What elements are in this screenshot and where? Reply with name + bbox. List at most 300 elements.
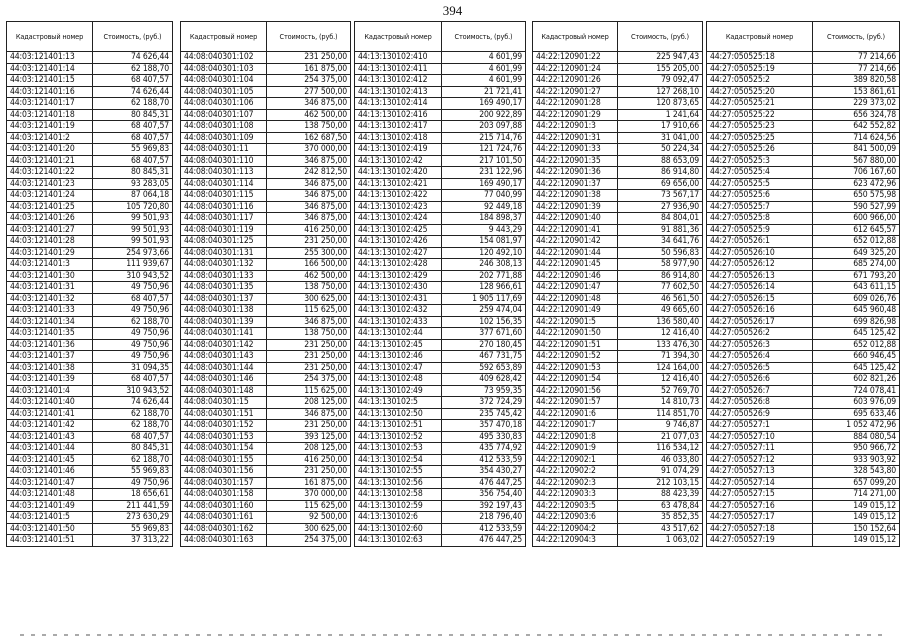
table-row — [533, 535, 703, 547]
table-row — [707, 201, 900, 213]
cadastral-number-cell: 44:13:130102:45 — [355, 339, 442, 351]
table-row — [355, 259, 526, 271]
table-row — [355, 328, 526, 340]
cost-cell: 714 624,56 — [813, 132, 900, 144]
table-row — [181, 535, 351, 547]
cadastral-number-cell: 44:08:040301:151 — [181, 408, 267, 420]
cadastral-number-cell: 44:13:130102:42 — [355, 155, 442, 167]
table-row — [181, 523, 351, 535]
table-row — [355, 293, 526, 305]
cadastral-number-cell: 44:27:050526:13 — [707, 270, 813, 282]
cadastral-number-cell: 44:08:040301:11 — [181, 144, 267, 156]
cost-cell: 74 626,44 — [93, 397, 173, 409]
table-row — [181, 52, 351, 64]
cost-cell: 650 575,98 — [813, 190, 900, 202]
cadastral-number-cell: 44:03:121401:17 — [7, 98, 93, 110]
cost-cell: 346 875,00 — [267, 178, 351, 190]
header-cost: Стоимость, (руб.) — [442, 22, 526, 52]
table-row — [533, 282, 703, 294]
table-row — [707, 132, 900, 144]
cost-cell: 612 645,57 — [813, 224, 900, 236]
cadastral-number-cell: 44:27:050526:16 — [707, 305, 813, 317]
table-row — [7, 190, 173, 202]
cadastral-number-cell: 44:08:040301:103 — [181, 63, 267, 75]
cost-cell: 93 283,05 — [93, 178, 173, 190]
cadastral-number-cell: 44:22:120901:46 — [533, 270, 618, 282]
cadastral-number-cell: 44:08:040301:116 — [181, 201, 267, 213]
cadastral-number-cell: 44:27:050527:14 — [707, 477, 813, 489]
cadastral-number-cell: 44:03:121401:26 — [7, 213, 93, 225]
cost-cell: 68 407,57 — [93, 132, 173, 144]
table-row — [533, 75, 703, 87]
table-row — [181, 408, 351, 420]
cost-cell: 225 947,43 — [618, 52, 703, 64]
cost-cell: 254 375,00 — [267, 374, 351, 386]
cost-cell: 88 423,39 — [618, 489, 703, 501]
cost-cell: 645 125,42 — [813, 362, 900, 374]
cadastral-number-cell: 44:22:120901:51 — [533, 339, 618, 351]
cost-cell: 273 630,29 — [93, 512, 173, 524]
cadastral-number-cell: 44:13:130102:414 — [355, 98, 442, 110]
table-row — [355, 201, 526, 213]
cadastral-number-cell: 44:08:040301:131 — [181, 247, 267, 259]
cost-cell: 77 040,99 — [442, 190, 526, 202]
cadastral-number-cell: 44:13:130102:433 — [355, 316, 442, 328]
cadastral-number-cell: 44:22:120901:56 — [533, 385, 618, 397]
cadastral-number-cell: 44:22:120901:42 — [533, 236, 618, 248]
cost-cell: 37 313,22 — [93, 535, 173, 547]
cost-cell: 161 875,00 — [267, 477, 351, 489]
cost-cell: 218 796,40 — [442, 512, 526, 524]
cadastral-number-cell: 44:13:130102:52 — [355, 431, 442, 443]
cadastral-number-cell: 44:03:121401:43 — [7, 431, 93, 443]
cost-cell: 124 164,00 — [618, 362, 703, 374]
cadastral-number-cell: 44:22:120901:22 — [533, 52, 618, 64]
table-row — [533, 86, 703, 98]
cost-cell: 642 552,82 — [813, 121, 900, 133]
cadastral-number-cell: 44:27:050525:26 — [707, 144, 813, 156]
cost-cell: 699 826,98 — [813, 316, 900, 328]
cadastral-number-cell: 44:22:120901:24 — [533, 63, 618, 75]
cost-cell: 14 810,73 — [618, 397, 703, 409]
table-row — [533, 144, 703, 156]
table-row — [355, 86, 526, 98]
cadastral-number-cell: 44:03:121401:44 — [7, 443, 93, 455]
cost-cell: 86 914,80 — [618, 167, 703, 179]
cost-cell: 102 156,35 — [442, 316, 526, 328]
table-row — [707, 385, 900, 397]
cost-cell: 657 099,20 — [813, 477, 900, 489]
cadastral-number-cell: 44:22:120901:3 — [533, 121, 618, 133]
cadastral-number-cell: 44:22:120901:33 — [533, 144, 618, 156]
cost-cell: 346 875,00 — [267, 201, 351, 213]
table-row — [355, 535, 526, 547]
cadastral-number-cell: 44:27:050526:15 — [707, 293, 813, 305]
cost-cell: 370 000,00 — [267, 489, 351, 501]
cost-cell: 166 500,00 — [267, 259, 351, 271]
cost-cell: 645 960,48 — [813, 305, 900, 317]
cost-cell: 277 500,00 — [267, 86, 351, 98]
cadastral-number-cell: 44:08:040301:148 — [181, 385, 267, 397]
cadastral-number-cell: 44:03:121401:2 — [7, 132, 93, 144]
table-row — [181, 500, 351, 512]
table-row — [355, 385, 526, 397]
cadastral-number-cell: 44:27:050525:3 — [707, 155, 813, 167]
cost-cell: 592 653,89 — [442, 362, 526, 374]
table-row — [707, 535, 900, 547]
table-row — [533, 420, 703, 432]
table-row — [7, 178, 173, 190]
table-row — [355, 305, 526, 317]
cadastral-number-cell: 44:08:040301:107 — [181, 109, 267, 121]
cost-cell: 49 750,96 — [93, 305, 173, 317]
cadastral-number-cell: 44:22:120901:5 — [533, 316, 618, 328]
cadastral-number-cell: 44:08:040301:115 — [181, 190, 267, 202]
table-row — [181, 144, 351, 156]
cost-cell: 49 750,96 — [93, 477, 173, 489]
table-row — [7, 454, 173, 466]
table-row — [355, 477, 526, 489]
table-row — [707, 489, 900, 501]
cadastral-number-cell: 44:27:050526:3 — [707, 339, 813, 351]
cadastral-number-cell: 44:13:130102:425 — [355, 224, 442, 236]
table-row — [181, 431, 351, 443]
table-row — [707, 213, 900, 225]
cadastral-number-cell: 44:13:130102:55 — [355, 466, 442, 478]
table-row — [707, 408, 900, 420]
cost-cell: 211 441,59 — [93, 500, 173, 512]
table-row — [181, 178, 351, 190]
cadastral-number-cell: 44:08:040301:113 — [181, 167, 267, 179]
cost-cell: 153 861,61 — [813, 86, 900, 98]
table-row — [707, 420, 900, 432]
cadastral-number-cell: 44:13:130102:429 — [355, 270, 442, 282]
table-row — [707, 109, 900, 121]
cadastral-number-cell: 44:13:130102:420 — [355, 167, 442, 179]
cost-cell: 17 910,66 — [618, 121, 703, 133]
cost-cell: 300 625,00 — [267, 293, 351, 305]
cadastral-table-1 — [6, 21, 173, 547]
cost-cell: 149 015,12 — [813, 500, 900, 512]
table-row — [707, 443, 900, 455]
table-row — [355, 121, 526, 133]
cost-cell: 49 750,96 — [93, 351, 173, 363]
table-row — [7, 500, 173, 512]
cost-cell: 63 478,84 — [618, 500, 703, 512]
cost-cell: 246 308,13 — [442, 259, 526, 271]
cost-cell: 495 330,83 — [442, 431, 526, 443]
cost-cell: 127 268,10 — [618, 86, 703, 98]
table-row — [355, 397, 526, 409]
table-row — [181, 75, 351, 87]
table-row — [181, 86, 351, 98]
cadastral-number-cell: 44:13:130102:428 — [355, 259, 442, 271]
cadastral-number-cell: 44:03:121401:49 — [7, 500, 93, 512]
table-row — [707, 466, 900, 478]
table-row — [533, 500, 703, 512]
cadastral-number-cell: 44:08:040301:108 — [181, 121, 267, 133]
cadastral-number-cell: 44:22:120902:2 — [533, 466, 618, 478]
table-row — [707, 190, 900, 202]
cadastral-number-cell: 44:22:120901:9 — [533, 443, 618, 455]
cost-cell: 231 250,00 — [267, 236, 351, 248]
cadastral-number-cell: 44:22:120901:52 — [533, 351, 618, 363]
cost-cell: 695 633,46 — [813, 408, 900, 420]
table-row — [355, 247, 526, 259]
cadastral-number-cell: 44:22:120901:31 — [533, 132, 618, 144]
cost-cell: 73 959,35 — [442, 385, 526, 397]
cadastral-number-cell: 44:22:120901:48 — [533, 293, 618, 305]
cadastral-number-cell: 44:03:121401:42 — [7, 420, 93, 432]
cost-cell: 1 241,64 — [618, 109, 703, 121]
cadastral-number-cell: 44:03:121401:50 — [7, 523, 93, 535]
cadastral-number-cell: 44:03:121401:24 — [7, 190, 93, 202]
table-row — [355, 420, 526, 432]
cadastral-number-cell: 44:27:050525:6 — [707, 190, 813, 202]
header-cadastral-number: Кадастровый номер — [181, 22, 267, 52]
cost-cell: 150 152,64 — [813, 523, 900, 535]
cost-cell: 231 122,96 — [442, 167, 526, 179]
cost-cell: 154 081,97 — [442, 236, 526, 248]
cost-cell: 27 936,90 — [618, 201, 703, 213]
cost-cell: 217 101,50 — [442, 155, 526, 167]
table-row — [181, 385, 351, 397]
table-row — [7, 224, 173, 236]
cadastral-number-cell: 44:13:130102:418 — [355, 132, 442, 144]
cadastral-number-cell: 44:13:130102:411 — [355, 63, 442, 75]
cost-cell: 169 490,17 — [442, 178, 526, 190]
table-row — [533, 316, 703, 328]
cadastral-number-cell: 44:22:120901:6 — [533, 408, 618, 420]
header-cadastral-number: Кадастровый номер — [7, 22, 93, 52]
table-row — [181, 167, 351, 179]
table-row — [7, 144, 173, 156]
table-row — [355, 109, 526, 121]
table-row — [7, 443, 173, 455]
table-row — [707, 477, 900, 489]
cadastral-number-cell: 44:03:121401:40 — [7, 397, 93, 409]
table-row — [7, 167, 173, 179]
cadastral-number-cell: 44:13:130102:421 — [355, 178, 442, 190]
table-row — [181, 328, 351, 340]
cost-cell: 49 750,96 — [93, 339, 173, 351]
cost-cell: 416 250,00 — [267, 224, 351, 236]
table-row — [533, 270, 703, 282]
cost-cell: 4 601,99 — [442, 75, 526, 87]
table-row — [181, 201, 351, 213]
cadastral-number-cell: 44:22:120901:7 — [533, 420, 618, 432]
cadastral-number-cell: 44:27:050525:5 — [707, 178, 813, 190]
cadastral-number-cell: 44:13:130102:5 — [355, 397, 442, 409]
table-row — [7, 489, 173, 501]
table-row — [7, 535, 173, 547]
table-row — [7, 98, 173, 110]
cost-cell: 328 543,80 — [813, 466, 900, 478]
cost-cell: 884 080,54 — [813, 431, 900, 443]
cost-cell: 49 665,60 — [618, 305, 703, 317]
table-row — [707, 224, 900, 236]
table-row — [7, 155, 173, 167]
table-row — [355, 270, 526, 282]
cost-cell: 105 720,80 — [93, 201, 173, 213]
cost-cell: 393 125,00 — [267, 431, 351, 443]
cost-cell: 87 064,18 — [93, 190, 173, 202]
table-row — [355, 523, 526, 535]
cadastral-number-cell: 44:13:130102:412 — [355, 75, 442, 87]
table-row — [707, 86, 900, 98]
cost-cell: 21 077,03 — [618, 431, 703, 443]
table-row — [707, 259, 900, 271]
cadastral-number-cell: 44:13:130102:53 — [355, 443, 442, 455]
cost-cell: 128 966,61 — [442, 282, 526, 294]
cadastral-number-cell: 44:22:120901:36 — [533, 167, 618, 179]
table-row — [355, 374, 526, 386]
cost-cell: 31 094,35 — [93, 362, 173, 374]
cost-cell: 389 820,58 — [813, 75, 900, 87]
cost-cell: 91 881,36 — [618, 224, 703, 236]
header-cadastral-number: Кадастровый номер — [355, 22, 442, 52]
cost-cell: 161 875,00 — [267, 63, 351, 75]
cost-cell: 55 969,83 — [93, 466, 173, 478]
cost-cell: 77 214,66 — [813, 63, 900, 75]
table-row — [181, 374, 351, 386]
cost-cell: 73 567,17 — [618, 190, 703, 202]
cadastral-number-cell: 44:22:120901:44 — [533, 247, 618, 259]
cost-cell: 62 188,70 — [93, 420, 173, 432]
cost-cell: 409 628,42 — [442, 374, 526, 386]
cadastral-number-cell: 44:13:130102:59 — [355, 500, 442, 512]
cadastral-number-cell: 44:13:130102:46 — [355, 351, 442, 363]
table-row — [181, 293, 351, 305]
cost-cell: 50 224,34 — [618, 144, 703, 156]
cadastral-number-cell: 44:22:120901:28 — [533, 98, 618, 110]
header-cadastral-number: Кадастровый номер — [707, 22, 813, 52]
table-row — [7, 282, 173, 294]
table-row — [533, 155, 703, 167]
page-number: 394 — [442, 3, 463, 18]
cadastral-number-cell: 44:27:050525:18 — [707, 52, 813, 64]
cost-cell: 933 903,92 — [813, 454, 900, 466]
table-row — [355, 454, 526, 466]
table-row — [355, 282, 526, 294]
table-row — [707, 270, 900, 282]
cadastral-number-cell: 44:08:040301:160 — [181, 500, 267, 512]
cost-cell: 346 875,00 — [267, 155, 351, 167]
table-row — [533, 293, 703, 305]
cadastral-number-cell: 44:27:050527:11 — [707, 443, 813, 455]
cost-cell: 200 922,89 — [442, 109, 526, 121]
cost-cell: 1 052 472,96 — [813, 420, 900, 432]
cadastral-number-cell: 44:13:130102:63 — [355, 535, 442, 547]
cadastral-number-cell: 44:08:040301:119 — [181, 224, 267, 236]
cadastral-number-cell: 44:27:050527:17 — [707, 512, 813, 524]
table-row — [355, 316, 526, 328]
cost-cell: 950 966,72 — [813, 443, 900, 455]
cost-cell: 724 078,41 — [813, 385, 900, 397]
cadastral-number-cell: 44:27:050526:1 — [707, 236, 813, 248]
cadastral-number-cell: 44:27:050525:23 — [707, 121, 813, 133]
cost-cell: 370 000,00 — [267, 144, 351, 156]
table-row — [533, 489, 703, 501]
cost-cell: 235 745,42 — [442, 408, 526, 420]
cadastral-number-cell: 44:22:120903:3 — [533, 489, 618, 501]
cost-cell: 356 754,40 — [442, 489, 526, 501]
cadastral-number-cell: 44:27:050527:15 — [707, 489, 813, 501]
table-row — [355, 224, 526, 236]
table-row — [7, 374, 173, 386]
cadastral-number-cell: 44:22:120903:6 — [533, 512, 618, 524]
cadastral-number-cell: 44:08:040301:142 — [181, 339, 267, 351]
table-row — [533, 167, 703, 179]
table-row — [7, 408, 173, 420]
table-row — [707, 144, 900, 156]
cadastral-number-cell: 44:13:130102:51 — [355, 420, 442, 432]
cost-cell: 609 026,76 — [813, 293, 900, 305]
table-row — [181, 121, 351, 133]
cost-cell: 92 449,18 — [442, 201, 526, 213]
cadastral-number-cell: 44:03:121401:34 — [7, 316, 93, 328]
cost-cell: 652 012,88 — [813, 236, 900, 248]
cadastral-number-cell: 44:03:121401:33 — [7, 305, 93, 317]
cadastral-number-cell: 44:03:121401:20 — [7, 144, 93, 156]
cost-cell: 208 125,00 — [267, 397, 351, 409]
cost-cell: 203 097,88 — [442, 121, 526, 133]
table-row — [7, 351, 173, 363]
cost-cell: 649 325,20 — [813, 247, 900, 259]
table-row — [181, 224, 351, 236]
table-row — [7, 466, 173, 478]
table-row — [181, 270, 351, 282]
cost-cell: 714 271,00 — [813, 489, 900, 501]
cost-cell: 62 188,70 — [93, 408, 173, 420]
cadastral-number-cell: 44:13:130102:417 — [355, 121, 442, 133]
cost-cell: 841 500,09 — [813, 144, 900, 156]
cost-cell: 52 769,70 — [618, 385, 703, 397]
cost-cell: 43 517,62 — [618, 523, 703, 535]
cost-cell: 660 946,45 — [813, 351, 900, 363]
table-row — [181, 213, 351, 225]
cost-cell: 116 534,12 — [618, 443, 703, 455]
table-row — [707, 236, 900, 248]
cost-cell: 231 250,00 — [267, 351, 351, 363]
table-row — [7, 431, 173, 443]
cost-cell: 68 407,57 — [93, 121, 173, 133]
cadastral-number-cell: 44:08:040301:141 — [181, 328, 267, 340]
table-row — [533, 454, 703, 466]
table-row — [181, 282, 351, 294]
cadastral-number-cell: 44:08:040301:146 — [181, 374, 267, 386]
cadastral-number-cell: 44:13:130102:49 — [355, 385, 442, 397]
table-row — [181, 63, 351, 75]
table-row — [181, 155, 351, 167]
cadastral-table-2 — [180, 21, 351, 547]
cadastral-number-cell: 44:08:040301:162 — [181, 523, 267, 535]
table-row — [707, 316, 900, 328]
cadastral-number-cell: 44:22:120901:50 — [533, 328, 618, 340]
table-row — [707, 178, 900, 190]
cost-cell: 12 416,40 — [618, 374, 703, 386]
cost-cell: 346 875,00 — [267, 213, 351, 225]
table-row — [355, 178, 526, 190]
cadastral-number-cell: 44:22:120901:35 — [533, 155, 618, 167]
table-row — [7, 259, 173, 271]
table-row — [7, 316, 173, 328]
cost-cell: 202 771,88 — [442, 270, 526, 282]
table-row — [355, 362, 526, 374]
table-row — [181, 397, 351, 409]
cadastral-number-cell: 44:08:040301:106 — [181, 98, 267, 110]
table-row — [533, 305, 703, 317]
